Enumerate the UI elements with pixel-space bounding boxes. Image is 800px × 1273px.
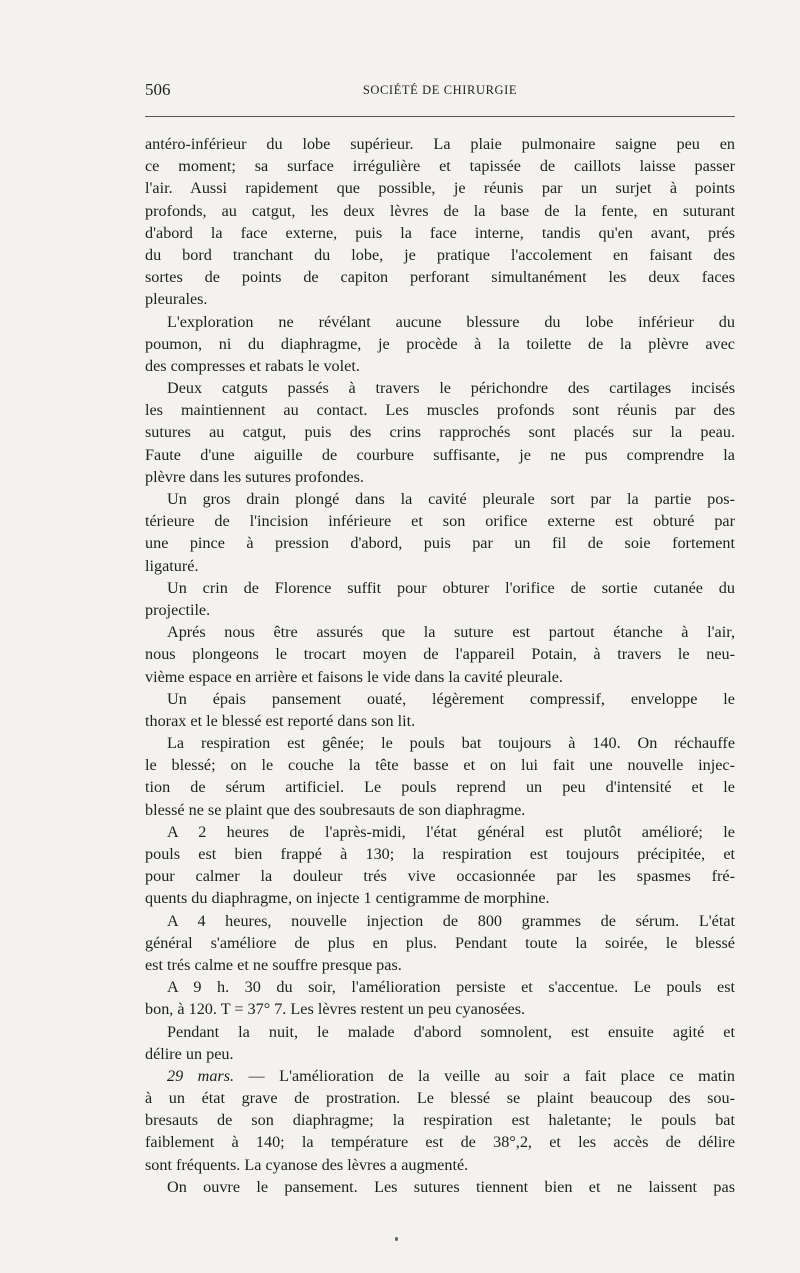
line-text: pour calmer la douleur trés vive occasionnée par les spasmes fré-	[145, 867, 735, 886]
line-text: profonds, au catgut, les deux lèvres de la base de la fente, en suturant	[145, 201, 735, 220]
text-line	[145, 399, 735, 421]
line-text: vième espace en arrière et faisons le vide dans la cavité pleurale.	[145, 667, 563, 686]
line-text: térieure de l'incision inférieure et son orifice externe est obturé par	[145, 512, 735, 531]
text-line	[145, 377, 735, 399]
text-line	[145, 666, 735, 688]
text-line	[145, 954, 735, 976]
paragraph	[145, 488, 735, 577]
paragraph	[145, 821, 735, 910]
text-line	[145, 776, 735, 798]
paragraph	[145, 688, 735, 732]
text-line	[145, 976, 735, 998]
text-line	[145, 466, 735, 488]
text-line	[145, 1154, 735, 1176]
text-line	[145, 333, 735, 355]
text-line	[145, 754, 735, 776]
text-line	[145, 1109, 735, 1131]
text-line	[145, 799, 735, 821]
text-line	[145, 444, 735, 466]
text-line	[145, 821, 735, 843]
line-text: La respiration est gênée; le pouls bat toujours à 140. On réchauffe	[167, 734, 735, 753]
line-text: bon, à 120. T = 37° 7. Les lèvres restent un peu cyanosées.	[145, 1000, 526, 1019]
line-text: ce moment; sa surface irrégulière et tapissée de caillots laisse passer	[145, 157, 735, 176]
text-line	[145, 222, 735, 244]
line-text: — L'amélioration de la veille au soir a fait place ce matin	[234, 1066, 735, 1085]
line-text: A 2 heures de l'après-midi, l'état général est plutôt amélioré; le	[167, 822, 735, 841]
line-text: poumon, ni du diaphragme, je procède à la toilette de la plèvre avec	[145, 334, 735, 353]
line-text: d'abord la face externe, puis la face interne, tandis qu'en avant, prés	[145, 223, 735, 242]
text-line	[145, 577, 735, 599]
line-text: une pince à pression d'abord, puis par un fil de soie fortement	[145, 534, 735, 553]
paragraph	[145, 1065, 735, 1176]
running-header	[145, 80, 735, 104]
text-line	[145, 532, 735, 554]
page-number: 506	[145, 80, 171, 99]
header-rule	[145, 116, 735, 117]
text-line	[145, 599, 735, 621]
line-text: projectile.	[145, 600, 211, 619]
line-text: quents du diaphragme, on injecte 1 centigramme de morphine.	[145, 889, 550, 908]
line-text: Deux catguts passés à travers le périchondre des cartilages incisés	[167, 379, 735, 398]
line-text: sont fréquents. La cyanose des lèvres a augmenté.	[145, 1155, 469, 1174]
line-text: des compresses et rabats le volet.	[145, 356, 360, 375]
running-title: SOCIÉTÉ DE CHIRURGIE	[362, 83, 518, 97]
text-line	[145, 910, 735, 932]
line-text: du bord tranchant du lobe, je pratique l'accolement en faisant des	[145, 245, 735, 264]
line-text: Faute d'une aiguille de courbure suffisante, je ne pus comprendre la	[145, 445, 735, 464]
text-line	[145, 932, 735, 954]
line-text: général s'améliore de plus en plus. Pendant toute la soirée, le blessé	[145, 933, 735, 952]
text-line	[145, 266, 735, 288]
text-line	[145, 421, 735, 443]
line-text: Un épais pansement ouaté, légèrement compressif, enveloppe le	[167, 689, 735, 708]
text-line	[145, 155, 735, 177]
text-line	[145, 1065, 735, 1087]
text-line	[145, 843, 735, 865]
text-line	[145, 288, 735, 310]
text-line	[145, 998, 735, 1020]
paragraph	[145, 621, 735, 688]
line-text: plèvre dans les sutures profondes.	[145, 467, 364, 486]
line-text: sutures au catgut, puis des crins rapprochés sont placés sur la peau.	[145, 423, 735, 442]
text-line	[145, 732, 735, 754]
line-text: L'exploration ne révélant aucune blessure du lobe inférieur du	[167, 312, 735, 331]
line-text: sortes de points de capiton perforant simultanément les deux faces	[145, 268, 735, 287]
text-line	[145, 510, 735, 532]
line-text: ligaturé.	[145, 556, 199, 575]
line-text: pouls est bien frappé à 130; la respiration est toujours précipitée, et	[145, 845, 735, 863]
line-text: On ouvre le pansement. Les sutures tiennent bien et ne laissent pas	[167, 1177, 735, 1196]
text-line	[145, 621, 735, 643]
paragraph	[145, 577, 735, 621]
line-text: Pendant la nuit, le malade d'abord somnolent, est ensuite agité et	[167, 1022, 735, 1041]
line-text: pleurales.	[145, 290, 208, 309]
line-text: blessé ne se plaint que des soubresauts de son diaphragme.	[145, 800, 526, 819]
paragraph	[145, 1021, 735, 1065]
text-line	[145, 1043, 735, 1065]
line-text: nous plongeons le trocart moyen de l'appareil Potain, à travers le neu-	[145, 645, 735, 664]
text-line	[145, 244, 735, 266]
line-text: tion de sérum artificiel. Le pouls reprend un peu d'intensité et le	[145, 778, 735, 797]
text-line	[145, 177, 735, 199]
paragraph	[145, 311, 735, 378]
text-line	[145, 1176, 735, 1198]
text-line	[145, 200, 735, 222]
line-text: Un crin de Florence suffit pour obturer l'orifice de sortie cutanée du	[167, 578, 735, 597]
text-line	[145, 710, 735, 732]
line-text: est trés calme et ne souffre presque pas.	[145, 955, 402, 974]
line-text: antéro-inférieur du lobe supérieur. La plaie pulmonaire saigne peu en	[145, 135, 735, 153]
line-text: thorax et le blessé est reporté dans son lit.	[145, 711, 416, 730]
text-line	[145, 865, 735, 887]
line-text: A 4 heures, nouvelle injection de 800 grammes de sérum. L'état	[167, 911, 735, 930]
line-text: à un état grave de prostration. Le blessé se plaint beaucoup des sou-	[145, 1089, 735, 1108]
line-text: A 9 h. 30 du soir, l'amélioration persiste et s'accentue. Le pouls est	[167, 978, 735, 997]
line-text: faiblement à 140; la température est de 38°,2, et les accès de délire	[145, 1133, 735, 1152]
paragraph	[145, 1176, 735, 1198]
text-line	[145, 555, 735, 577]
line-text: bresauts de son diaphragme; la respiration est haletante; le pouls bat	[145, 1111, 735, 1130]
text-line	[145, 1131, 735, 1153]
body-text	[145, 133, 735, 1198]
text-line	[145, 1087, 735, 1109]
date-label: 29 mars.	[167, 1066, 235, 1085]
text-line	[145, 688, 735, 710]
paragraph	[145, 133, 735, 311]
paragraph	[145, 910, 735, 977]
text-line	[145, 355, 735, 377]
line-text: l'air. Aussi rapidement que possible, je réunis par un surjet à points	[145, 179, 735, 198]
paragraph	[145, 732, 735, 821]
line-text: Un gros drain plongé dans la cavité pleurale sort par la partie pos-	[167, 490, 735, 508]
text-line	[145, 133, 735, 155]
paragraph	[145, 976, 735, 1020]
line-text: Aprés nous être assurés que la suture est partout étanche à l'air,	[167, 623, 735, 642]
line-text: le blessé; on le couche la tête basse et on lui fait une nouvelle injec-	[145, 756, 735, 775]
text-line	[145, 1021, 735, 1043]
ink-speck	[395, 1237, 398, 1241]
paragraph	[145, 377, 735, 488]
text-line	[145, 643, 735, 665]
line-text: délire un peu.	[145, 1044, 234, 1063]
text-line	[145, 887, 735, 909]
line-text: les maintiennent au contact. Les muscles profonds sont réunis par des	[145, 401, 735, 420]
text-line	[145, 488, 735, 510]
text-line	[145, 311, 735, 333]
